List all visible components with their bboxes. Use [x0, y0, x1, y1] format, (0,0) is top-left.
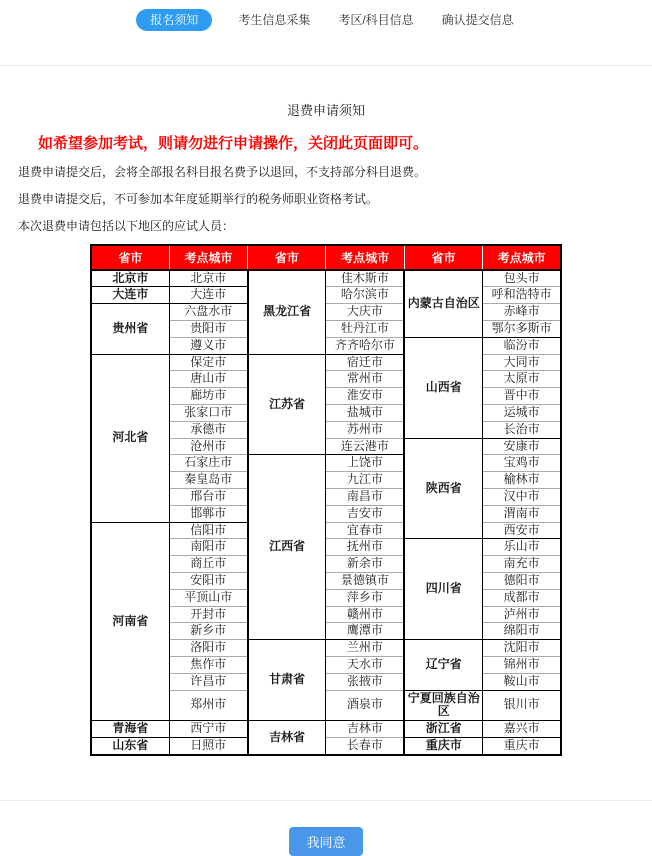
city-cell: 张掖市 — [326, 673, 404, 690]
city-cell: 安康市 — [483, 438, 561, 455]
tab-registration-notice[interactable]: 报名须知 — [136, 9, 212, 31]
city-cell: 兰州市 — [326, 640, 404, 657]
tab-candidate-info[interactable]: 考生信息采集 — [238, 13, 311, 27]
city-cell: 新余市 — [326, 556, 404, 573]
tab-exam-area-subject[interactable]: 考区/科目信息 — [338, 13, 414, 27]
city-cell: 景德镇市 — [326, 573, 404, 590]
warning-text: 如希望参加考试，则请勿进行申请操作，关闭此页面即可。 — [38, 135, 429, 152]
city-cell: 郑州市 — [169, 690, 247, 721]
city-cell: 西宁市 — [169, 721, 247, 738]
province-cell: 甘肃省 — [248, 640, 326, 721]
city-cell: 赤峰市 — [483, 304, 561, 321]
footer — [0, 800, 652, 856]
city-cell: 西安市 — [483, 522, 561, 539]
city-cell: 吉安市 — [326, 505, 404, 522]
step-nav — [0, 0, 652, 66]
city-cell: 新乡市 — [169, 623, 247, 640]
province-cell: 黑龙江省 — [248, 270, 326, 354]
city-cell: 酒泉市 — [326, 690, 404, 721]
province-cell: 大连市 — [91, 287, 169, 304]
city-cell: 常州市 — [326, 371, 404, 388]
city-cell: 包头市 — [483, 270, 561, 287]
city-cell: 六盘水市 — [169, 304, 247, 321]
city-cell: 牡丹江市 — [326, 321, 404, 338]
agree-button[interactable]: 我同意 — [289, 827, 363, 856]
city-cell: 廊坊市 — [169, 388, 247, 405]
table-row — [91, 287, 561, 304]
city-cell: 盐城市 — [326, 405, 404, 422]
city-cell: 张家口市 — [169, 405, 247, 422]
province-cell: 浙江省 — [404, 721, 482, 738]
city-cell: 泸州市 — [483, 606, 561, 623]
city-cell: 信阳市 — [169, 522, 247, 539]
city-cell: 汉中市 — [483, 489, 561, 506]
city-cell: 抚州市 — [326, 539, 404, 556]
city-cell: 德阳市 — [483, 573, 561, 590]
city-cell: 天水市 — [326, 657, 404, 674]
city-cell: 承德市 — [169, 421, 247, 438]
page-title: 退费申请须知 — [286, 103, 365, 118]
refund-table-body — [91, 270, 561, 755]
header-cell-province: 省市 — [248, 245, 326, 270]
province-cell: 重庆市 — [404, 737, 482, 754]
city-cell: 南充市 — [483, 556, 561, 573]
city-cell: 开封市 — [169, 606, 247, 623]
city-cell: 大连市 — [169, 287, 247, 304]
city-cell: 鄂尔多斯市 — [483, 321, 561, 338]
city-cell: 吉林市 — [326, 721, 404, 738]
header-cell-province: 省市 — [91, 245, 169, 270]
city-cell: 南阳市 — [169, 539, 247, 556]
city-cell: 晋中市 — [483, 388, 561, 405]
city-cell: 石家庄市 — [169, 455, 247, 472]
province-cell: 内蒙古自治区 — [404, 270, 482, 338]
province-cell: 山西省 — [404, 337, 482, 438]
city-cell: 宜春市 — [326, 522, 404, 539]
city-cell: 南昌市 — [326, 489, 404, 506]
tab-confirm-submit[interactable]: 确认提交信息 — [441, 13, 514, 27]
city-cell: 萍乡市 — [326, 589, 404, 606]
province-cell: 河南省 — [91, 522, 169, 721]
city-cell: 长治市 — [483, 421, 561, 438]
city-cell: 佳木斯市 — [326, 270, 404, 287]
city-cell: 临汾市 — [483, 337, 561, 354]
city-cell: 邯郸市 — [169, 505, 247, 522]
city-cell: 哈尔滨市 — [326, 287, 404, 304]
city-cell: 乐山市 — [483, 539, 561, 556]
notice-paragraph-3: 本次退费申请包括以下地区的应试人员： — [18, 219, 235, 234]
notice-paragraph-1: 退费申请提交后，会将全部报名科目报名费予以退回，不支持部分科目退费。 — [18, 164, 427, 179]
province-cell: 四川省 — [404, 539, 482, 640]
city-cell: 宝鸡市 — [483, 455, 561, 472]
city-cell: 唐山市 — [169, 371, 247, 388]
province-cell: 吉林省 — [248, 721, 326, 755]
city-cell: 苏州市 — [326, 421, 404, 438]
city-cell: 呼和浩特市 — [483, 287, 561, 304]
province-cell: 陕西省 — [404, 438, 482, 539]
province-cell: 辽宁省 — [404, 640, 482, 690]
city-cell: 齐齐哈尔市 — [326, 337, 404, 354]
city-cell: 嘉兴市 — [483, 721, 561, 738]
city-cell: 商丘市 — [169, 556, 247, 573]
city-cell: 平顶山市 — [169, 589, 247, 606]
city-cell: 许昌市 — [169, 673, 247, 690]
province-cell: 宁夏回族自治区 — [404, 690, 482, 721]
city-cell: 焦作市 — [169, 657, 247, 674]
table-row — [91, 737, 561, 754]
city-cell: 保定市 — [169, 354, 247, 371]
province-cell: 贵州省 — [91, 304, 169, 354]
city-cell: 太原市 — [483, 371, 561, 388]
notice-content — [0, 100, 652, 756]
notice-paragraph-2: 退费申请提交后，不可参加本年度延期举行的税务师职业资格考试。 — [18, 191, 379, 206]
city-cell: 连云港市 — [326, 438, 404, 455]
province-cell: 江苏省 — [248, 354, 326, 455]
city-cell: 渭南市 — [483, 505, 561, 522]
city-cell: 运城市 — [483, 405, 561, 422]
city-cell: 赣州市 — [326, 606, 404, 623]
city-cell: 秦皇岛市 — [169, 472, 247, 489]
city-cell: 九江市 — [326, 472, 404, 489]
table-row — [91, 522, 561, 539]
header-cell-city: 考点城市 — [326, 245, 404, 270]
province-cell: 山东省 — [91, 737, 169, 754]
city-cell: 沧州市 — [169, 438, 247, 455]
city-cell: 安阳市 — [169, 573, 247, 590]
table-row — [91, 354, 561, 371]
table-row — [91, 721, 561, 738]
header-cell-province: 省市 — [404, 245, 482, 270]
table-header-row — [91, 245, 561, 270]
city-cell: 长春市 — [326, 737, 404, 754]
province-cell: 青海省 — [91, 721, 169, 738]
city-cell: 成都市 — [483, 589, 561, 606]
city-cell: 大同市 — [483, 354, 561, 371]
city-cell: 遵义市 — [169, 337, 247, 354]
city-cell: 邢台市 — [169, 489, 247, 506]
table-row — [91, 304, 561, 321]
city-cell: 锦州市 — [483, 657, 561, 674]
header-cell-city: 考点城市 — [483, 245, 561, 270]
city-cell: 贵阳市 — [169, 321, 247, 338]
province-cell: 江西省 — [248, 455, 326, 640]
city-cell: 重庆市 — [483, 737, 561, 754]
city-cell: 洛阳市 — [169, 640, 247, 657]
city-cell: 绵阳市 — [483, 623, 561, 640]
city-cell: 北京市 — [169, 270, 247, 287]
refund-region-table — [90, 244, 562, 756]
refund-table-head — [91, 245, 561, 270]
header-cell-city: 考点城市 — [169, 245, 247, 270]
city-cell: 大庆市 — [326, 304, 404, 321]
city-cell: 银川市 — [483, 690, 561, 721]
city-cell: 淮安市 — [326, 388, 404, 405]
city-cell: 鞍山市 — [483, 673, 561, 690]
province-cell: 河北省 — [91, 354, 169, 522]
city-cell: 鹰潭市 — [326, 623, 404, 640]
table-row — [91, 270, 561, 287]
city-cell: 榆林市 — [483, 472, 561, 489]
city-cell: 沈阳市 — [483, 640, 561, 657]
city-cell: 日照市 — [169, 737, 247, 754]
city-cell: 宿迁市 — [326, 354, 404, 371]
province-cell: 北京市 — [91, 270, 169, 287]
city-cell: 上饶市 — [326, 455, 404, 472]
